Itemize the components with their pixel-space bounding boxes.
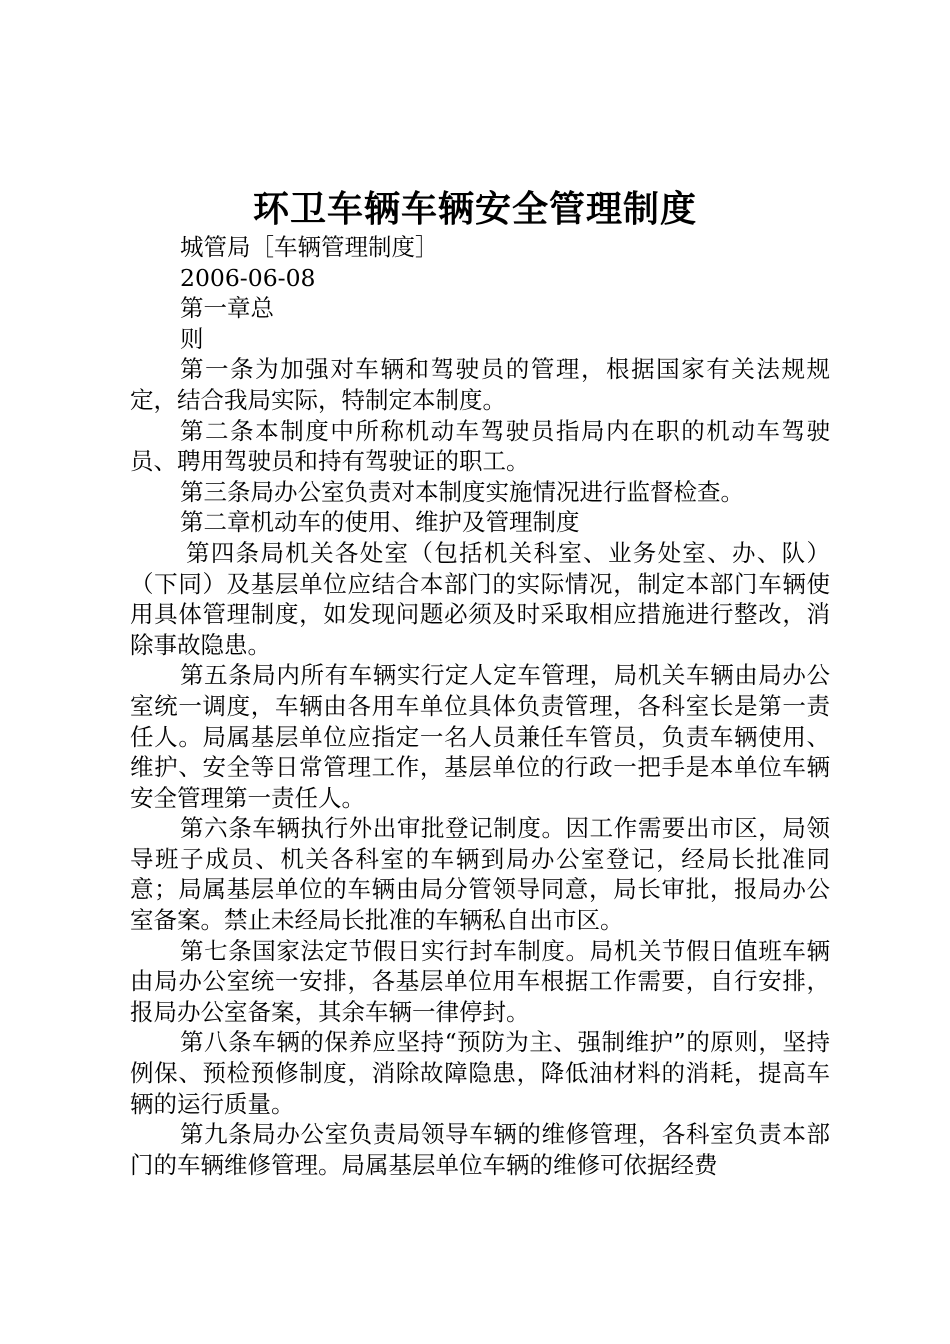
article-6: 第六条车辆执行外出审批登记制度。因工作需要出市区，局领导班子成员、机关各科室的车辆到局办公室登记，经局长批准同意；局属基层单位的车辆由局分管领导同意，局长审批，报局办公室备案。禁止未经局长批准的车辆私自出市区。	[130, 814, 830, 935]
document-body	[130, 232, 830, 1180]
article-1: 第一条为加强对车辆和驾驶员的管理，根据国家有关法规规定，结合我局实际，特制定本制度。	[130, 355, 830, 414]
chapter-1-heading-part-1: 第一章总	[180, 294, 274, 323]
article-8: 第八条车辆的保养应坚持“预防为主、强制维护”的原则，坚持例保、预检预修制度，消除故障隐患，降低油材料的消耗，提高车辆的运行质量。	[130, 1028, 830, 1118]
article-3: 第三条局办公室负责对本制度实施情况进行监督检查。	[180, 477, 744, 506]
article-2: 第二条本制度中所称机动车驾驶员指局内在职的机动车驾驶员、聘用驾驶员和持有驾驶证的职工。	[130, 416, 830, 476]
article-4: 第四条局机关各处室（包括机关科室、业务处室、办、队）（下同）及基层单位应结合本部门的实际情况，制定本部门车辆使用具体管理制度，如发现问题必须及时采取相应措施进行整改，消除事故隐患。	[130, 538, 830, 659]
document-category: 城管局［车辆管理制度］	[180, 233, 439, 261]
article-7: 第七条国家法定节假日实行封车制度。局机关节假日值班车辆由局办公室统一安排，各基层单位用车根据工作需要，自行安排，报局办公室备案，其余车辆一律停封。	[130, 936, 830, 1026]
document-date: 2006-06-08	[180, 263, 316, 292]
document-title: 环卫车辆车辆安全管理制度	[252, 188, 697, 230]
chapter-1-heading-part-2: 则	[180, 324, 204, 353]
article-5: 第五条局内所有车辆实行定人定车管理，局机关车辆由局办公室统一调度，车辆由各用车单位具体负责管理，各科室长是第一责任人。局属基层单位应指定一名人员兼任车管员，负责车辆使用、维护、安全等日常管理工作，基层单位的行政一把手是本单位车辆安全管理第一责任人。	[130, 661, 830, 812]
chapter-2-heading: 第二章机动车的使用、维护及管理制度	[180, 508, 580, 537]
article-9: 第九条局办公室负责局领导车辆的维修管理，各科室负责本部门的车辆维修管理。局属基层单位车辆的维修可依据经费	[130, 1120, 830, 1179]
